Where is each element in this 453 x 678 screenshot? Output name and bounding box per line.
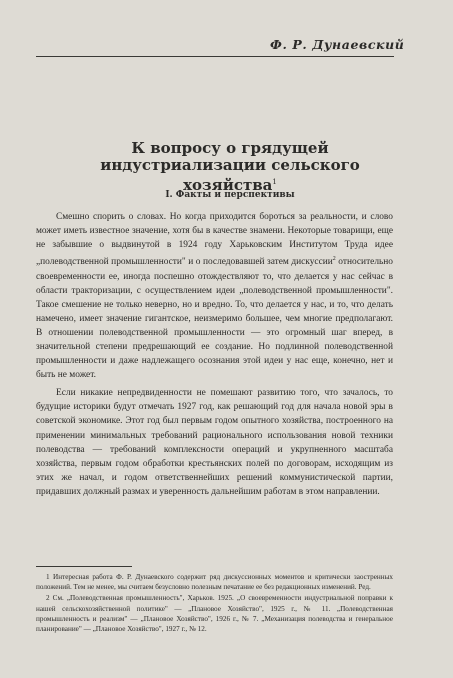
section-heading: I. Факты и перспективы [165, 190, 295, 200]
article-body [36, 210, 393, 503]
paragraph-1-rest: относительно своевременности ее, иногда поспешно отождествляют то, что делается у нас сейчас в области тракторизации, с осуществлением идеи „полеводственной промышленности". Такое смешение не только неверно, но и вредно. То, что делается у нас, и то, что делать намечено, имеет значение гигантское, неизмеримо большее, чем многие предполагают. В отношении полеводственной промышленности — это огромный шаг вперед, в значительной степени предрешающий ее создание. Но подлинной полеводственной промышленности и даже надлежащего осознания этой идеи у нас еще, конечно, нет и быть не может. [36, 257, 393, 381]
footnote-rule [36, 566, 132, 567]
header-rule [36, 56, 394, 57]
paragraph-1-start: Смешно спорить о словах. Но когда приходится бороться за реальности, и слово может иметь известное значение, хотя бы в качестве знамени. Некоторые товарищи, еще не забывшие о выдвинутой в 1924 году Харьковским Институтом Труда идее „полеводственной промышленности" и о последовавшей затем дискуссии [36, 212, 393, 268]
paragraph-1 [36, 210, 393, 382]
footnote-2: 2 См. „Полеводственная промышленность", Харьков. 1925. „О своевременности индустриальной поправки к нашей сельскохозяйственной политике" — „Плановое Хозяйство", 1925 г., № 11. „Полеводственная промышленность и реализм" — „Плановое Хозяйство", 1926 г., № 7. „Механизация полеводства и генеральное планирование" — „Плановое Хозяйство", 1927 г., № 12. [36, 594, 393, 634]
footnote-marker-2: 2 [332, 256, 336, 263]
paragraph-2: Если никакие непредвиденности не помешают развитию того, что зачалось, то будущие историки будут отмечать 1927 год, как решающий год для начала новой эры в советской экономике. Этот год был первым годом опытного хозяйства, построенного на применении минимальных требований рационального использования новой техники полеводства — требований комплексности операций и укрупненного масштаба хозяйства, первым годом обработки крестьянских полей по договорам, исходящим из этих же начал, и годом ответственнейших решений коммунистической партии, придавших должный размах и уверенность дальнейшим работам в этом направлении. [36, 388, 393, 497]
author-header: Ф. Р. Дунаевский [270, 37, 405, 52]
footnotes [36, 572, 393, 635]
title-footnote-marker: 1 [272, 178, 277, 186]
footnote-1: 1 Интересная работа Ф. Р. Дунаевского содержит ряд дискуссионных моментов и критически заостренных положений. Тем не менее, мы считаем безусловно полезным печатание ее без редакционных изменений. Ред. [36, 573, 393, 592]
article-title [60, 140, 400, 194]
article-title-text: К вопросу о грядущей индустриализации сельского хозяйства [100, 139, 360, 194]
